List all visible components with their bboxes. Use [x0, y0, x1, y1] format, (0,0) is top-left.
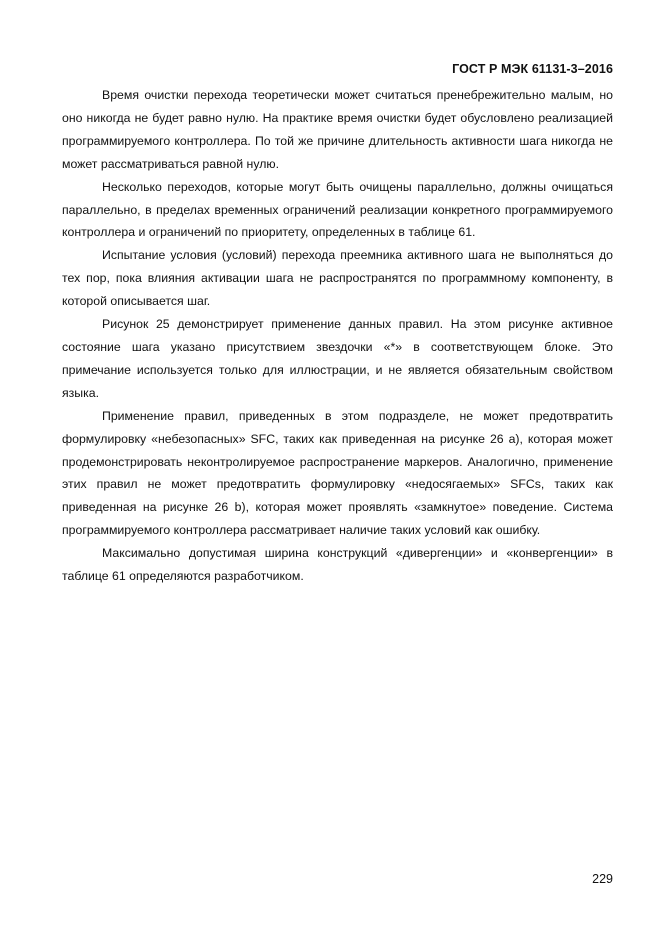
paragraph-parallel-transitions: Несколько переходов, которые могут быть очищены параллельно, должны очищаться параллельно, в пределах временных ограничений реализации конкретного программируемого контроллера и ограничений по приоритету, определенных в таблице 61. [62, 179, 613, 240]
body-text [62, 84, 613, 588]
paragraph-transition-condition-test: Испытание условия (условий) перехода преемника активного шага не выполняться до тех пор, пока влияния активации шага не распространятся по программному компоненту, в которой описывается шаг. [62, 248, 613, 309]
paragraph-max-width: Максимально допустимая ширина конструкций «дивергенции» и «конвергенции» в таблице 61 определяются разработчиком. [62, 546, 613, 584]
paragraph-transition-clearing-time: Время очистки перехода теоретически может считаться пренебрежительно малым, но оно никогда не будет равно нулю. На практике время очистки будет обусловлено реализацией программируемого контроллера. По той же причине длительность активности шага никогда не может рассматриваться равной нулю. [62, 88, 613, 171]
paragraph-figure-25: Рисунок 25 демонстрирует применение данных правил. На этом рисунке активное состояние шага указано присутствием звездочки «*» в соответствующем блоке. Это примечание используется только для иллюстрации, и не является обязательным свойством языка. [62, 317, 613, 400]
page-number: 229 [592, 872, 613, 886]
paragraph-unsafe-sfc: Применение правил, приведенных в этом подразделе, не может предотвратить формулировку «небезопасных» SFC, таких как приведенная на рисунке 26 a), которая может продемонстрировать неконтролируемое распространение маркеров. Аналогично, применение этих правил не может предотвратить формулировку «недосягаемых» SFCs, таких как приведенная на рисунке 26 b), которая может проявлять «замкнутое» поведение. Система программируемого контроллера рассматривает наличие таких условий как ошибку. [62, 408, 613, 538]
standard-header: ГОСТ Р МЭК 61131-3–2016 [452, 62, 613, 76]
